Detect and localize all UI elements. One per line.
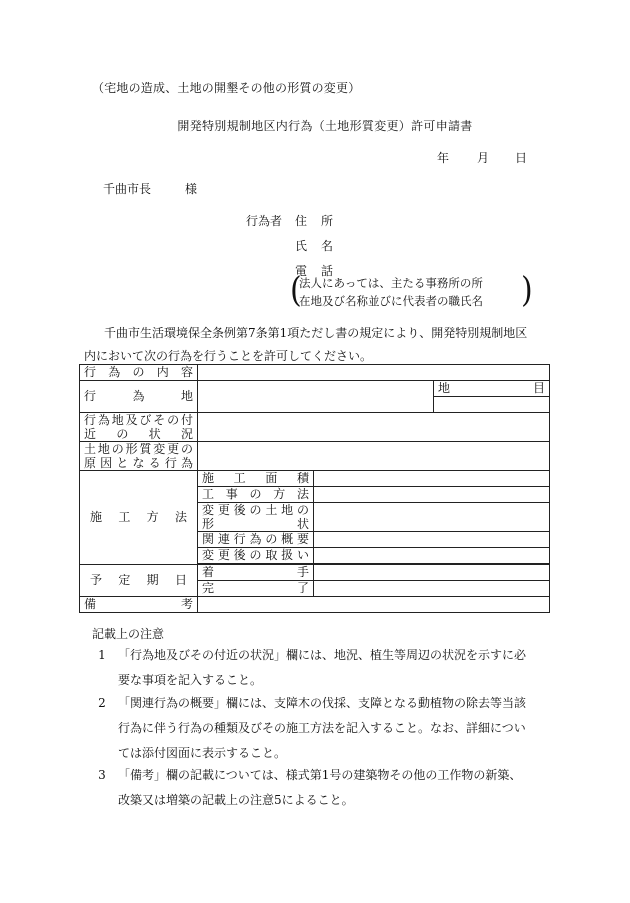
date-year-label: 年 xyxy=(437,151,450,165)
note-number-1: 1 xyxy=(98,648,106,662)
address-label: 住所 xyxy=(295,214,348,228)
location-label: 行為地 xyxy=(80,381,198,413)
schedule-end-a: 完 xyxy=(202,581,215,595)
method-area-label: 施工面積 xyxy=(198,471,314,487)
method-shape-line1: 変更後の土地の xyxy=(202,503,309,517)
note-number-2: 2 xyxy=(98,696,106,710)
surroundings-label xyxy=(80,413,198,442)
method-shape-line2a: 形 xyxy=(202,517,215,531)
content-label: 行為の内容 xyxy=(80,365,198,381)
phone-label: 電話 xyxy=(295,264,348,278)
method-related-field[interactable] xyxy=(314,532,550,548)
date-month-label: 月 xyxy=(477,151,490,165)
remarks-label: 備考 xyxy=(80,597,198,613)
notes-heading: 記載上の注意 xyxy=(92,627,165,641)
method-shape-field[interactable] xyxy=(314,503,550,532)
addressee xyxy=(103,180,197,197)
addressee-name: 千曲市長 xyxy=(103,182,152,196)
form-subtitle: （宅地の造成、土地の開墾その他の形質の変更） xyxy=(92,81,361,95)
method-work-label: 工事の方法 xyxy=(198,487,314,503)
schedule-label: 予定期日 xyxy=(80,565,198,597)
content-field[interactable] xyxy=(198,365,550,381)
statement-line2: 内において次の行為を行うことを許可してください。 xyxy=(84,349,373,363)
cause-field[interactable] xyxy=(198,442,550,471)
schedule-start-a: 着 xyxy=(202,565,215,579)
application-form-table xyxy=(79,364,550,613)
remarks-field[interactable] xyxy=(198,597,550,613)
addressee-suffix: 様 xyxy=(185,182,198,196)
method-label: 施工方法 xyxy=(80,471,198,565)
note-item-3 xyxy=(86,763,556,813)
corporation-note-line2: 在地及び名称並びに代表者の職氏名 xyxy=(299,294,483,308)
surroundings-label-line1: 行為地及びその付 xyxy=(84,413,193,427)
cause-label-line2: 原因となる行為 xyxy=(84,456,193,470)
note-number-3: 3 xyxy=(98,768,106,782)
method-work-field[interactable] xyxy=(314,487,550,503)
note-2-line2: 行為に伴う行為の種類及びその施工方法を記入すること。なお、詳細につい xyxy=(118,721,526,735)
chimoku-field[interactable] xyxy=(434,397,550,413)
note-2-line3: ては添付図面に表示すること。 xyxy=(118,746,287,760)
statement-line1: 千曲市生活環境保全条例第7条第1項ただし書の規定により、開発特別規制地区 xyxy=(104,326,528,340)
cause-label-line1: 土地の形質変更の xyxy=(84,442,193,456)
schedule-end-b: 了 xyxy=(296,581,309,595)
schedule-start-label xyxy=(198,565,314,581)
corporation-note-line1: 法人にあっては、主たる事務所の所 xyxy=(299,276,483,290)
applicant-role-label: 行為者 xyxy=(246,214,283,228)
right-bracket: ) xyxy=(521,270,533,311)
schedule-start-b: 手 xyxy=(296,565,309,579)
method-shape-line2b: 状 xyxy=(296,517,309,531)
surroundings-field[interactable] xyxy=(198,413,550,442)
form-title: 開発特別規制地区内行為（土地形質変更）許可申請書 xyxy=(177,119,473,133)
note-1-line2: 要な事項を記入すること。 xyxy=(118,673,263,687)
note-1-line1: 「行為地及びその付近の状況」欄には、地況、植生等周辺の状況を示すに必 xyxy=(118,648,527,662)
note-2-line1: 「関連行為の概要」欄には、支障木の伐採、支障となる動植物の除去等当該 xyxy=(118,696,527,710)
note-item-2 xyxy=(86,691,556,766)
method-shape-line2 xyxy=(202,517,309,531)
method-area-field[interactable] xyxy=(314,471,550,487)
date-day-label: 日 xyxy=(515,151,528,165)
location-field[interactable] xyxy=(198,381,434,413)
left-bracket: ( xyxy=(290,270,302,311)
cause-label xyxy=(80,442,198,471)
chimoku-label: 地目 xyxy=(434,381,550,397)
method-handling-label: 変更後の取扱い xyxy=(198,548,314,564)
surroundings-label-line2: 近の状況 xyxy=(84,427,193,441)
schedule-end-label xyxy=(198,581,314,597)
note-3-line1: 「備考」欄の記載については、様式第1号の建築物その他の工作物の新築、 xyxy=(118,768,522,782)
note-3-line2: 改築又は増築の記載上の注意5によること。 xyxy=(118,793,354,807)
schedule-end-field[interactable] xyxy=(314,581,550,597)
name-label: 氏名 xyxy=(295,239,348,253)
method-shape-label xyxy=(198,503,314,532)
method-handling-field[interactable] xyxy=(314,548,550,564)
method-related-label: 関連行為の概要 xyxy=(198,532,314,548)
schedule-start-field[interactable] xyxy=(314,565,550,581)
note-item-1 xyxy=(86,643,556,693)
application-statement xyxy=(84,322,564,368)
